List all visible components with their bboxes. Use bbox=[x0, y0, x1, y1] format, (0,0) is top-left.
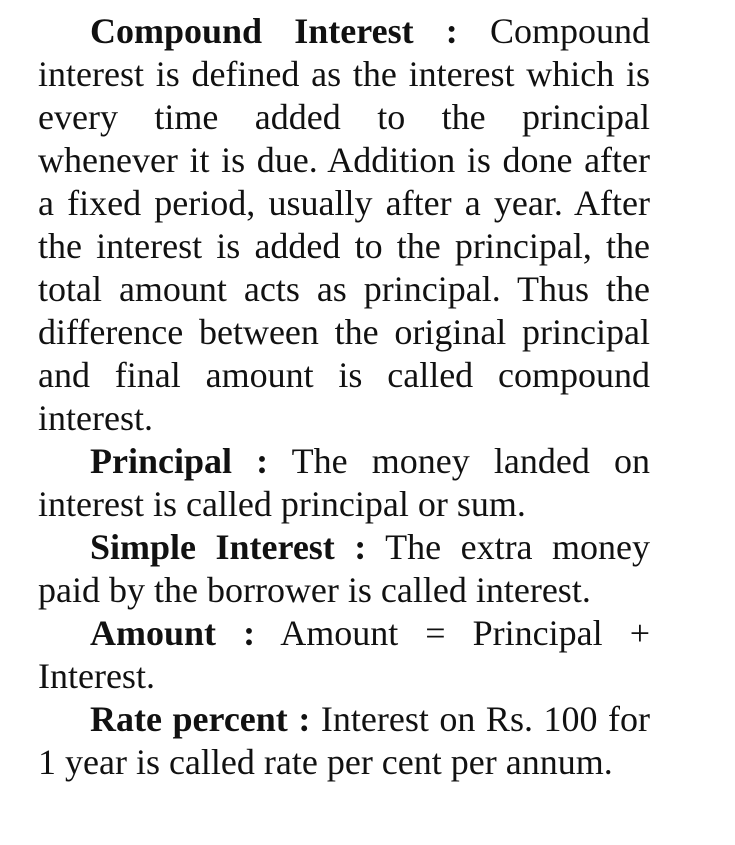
definition-term: Rate percent bbox=[90, 699, 288, 739]
definition-principal bbox=[38, 440, 650, 526]
definition-term: Principal bbox=[90, 441, 232, 481]
definition-text: Amount = Principal + Interest. bbox=[38, 613, 650, 696]
definition-term: Simple Interest bbox=[90, 527, 335, 567]
definition-compound-interest bbox=[38, 10, 650, 440]
document-page bbox=[38, 10, 650, 784]
definition-text: Interest on Rs. 100 for 1 year is called rate per cent per annum. bbox=[38, 699, 651, 782]
definition-text: The money landed on interest is called principal or sum. bbox=[38, 441, 650, 524]
definition-separator: : bbox=[243, 613, 256, 653]
definition-text: The extra money paid by the borrower is called interest. bbox=[38, 527, 650, 610]
definition-separator: : bbox=[256, 441, 269, 481]
definition-separator: : bbox=[445, 11, 458, 51]
definition-text: Compound interest is defined as the interest which is every time added to the principal whenever it is due. Addition is done after a fixed period, usually after a year. After the interest is added to the principal, the total amount acts as principal. Thus the difference between the original principal and final amount is called compound interest. bbox=[38, 11, 650, 438]
definition-term: Amount bbox=[90, 613, 217, 653]
definition-rate-percent bbox=[38, 698, 650, 784]
definition-separator: : bbox=[354, 527, 367, 567]
definition-term: Compound Interest bbox=[90, 11, 414, 51]
definition-amount bbox=[38, 612, 650, 698]
definition-separator: : bbox=[298, 699, 311, 739]
definition-simple-interest bbox=[38, 526, 650, 612]
